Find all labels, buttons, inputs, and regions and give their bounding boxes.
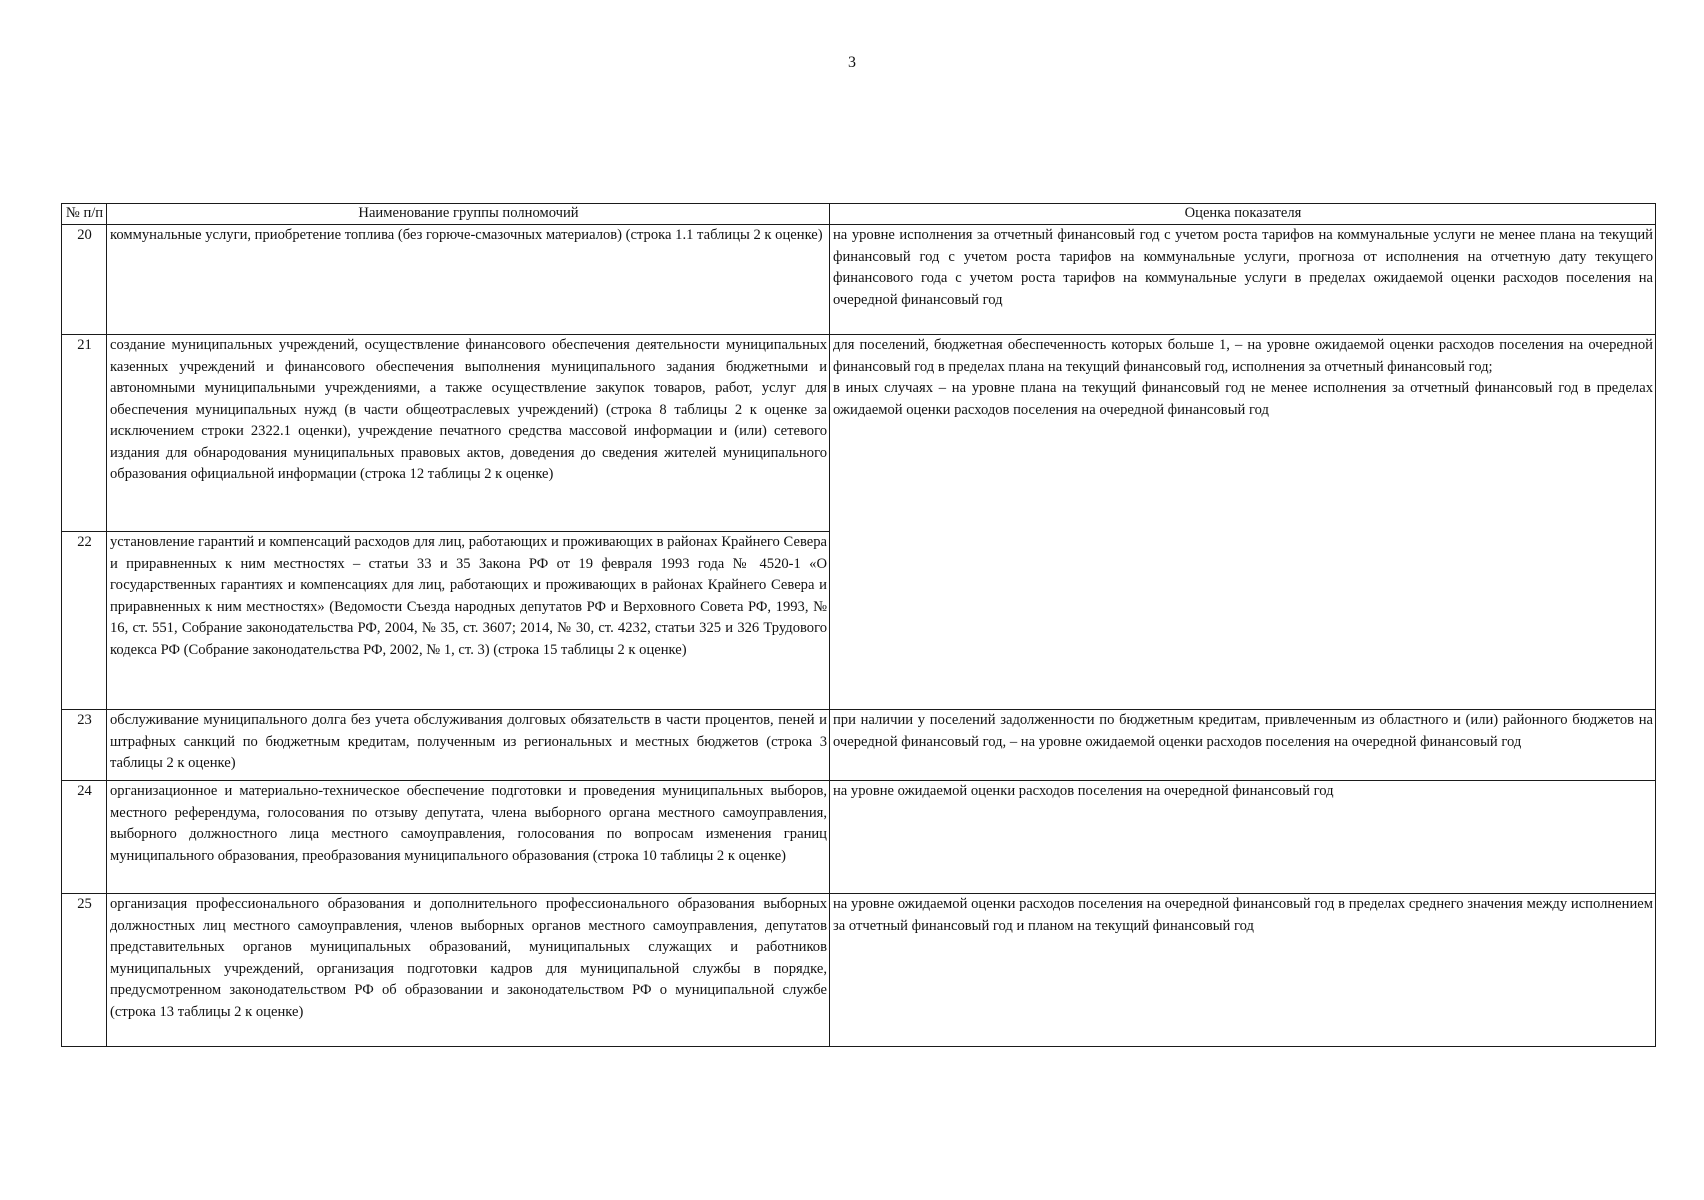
row-number: 20: [62, 225, 107, 335]
page-number: 3: [848, 54, 856, 71]
indicator-evaluation: [830, 335, 1656, 710]
table-row: [62, 335, 1656, 532]
evaluation-paragraph: на уровне исполнения за отчетный финансовый год с учетом роста тарифов на коммунальные услуги не менее плана на текущий финансовый год с учетом роста тарифов на коммунальные услуги, прогноза от исполнения на отчетную дату текущего финансового года с учетом роста тарифов на коммунальные услуги в пределах ожидаемой оценки расходов поселения на очередной финансовый год: [833, 227, 1653, 308]
table-row: [62, 710, 1656, 781]
indicator-evaluation: [830, 781, 1656, 894]
powers-group-name: организационное и материально-техническое обеспечение подготовки и проведения муниципальных выборов, местного референдума, голосования по отзыву депутата, члена выборного органа местного самоуправления, выборного должностного лица местного самоуправления, голосования по вопросам изменения границ муниципального образования, преобразования муниципального образования (строка 10 таблицы 2 к оценке): [107, 781, 830, 894]
row-number: 22: [62, 532, 107, 710]
evaluation-paragraph: на уровне ожидаемой оценки расходов поселения на очередной финансовый год: [833, 783, 1334, 799]
powers-group-name: организация профессионального образования и дополнительного профессионального образования выборных должностных лиц местного самоуправления, членов выборных органов местного самоуправления, депутатов представительных органов муниципальных образований, муниципальных служащих и работников муниципальных учреждений, организация подготовки кадров для муниципальной службы в порядке, предусмотренном законодательством РФ об образовании и законодательством РФ о муниципальной службе (строка 13 таблицы 2 к оценке): [107, 894, 830, 1047]
indicator-evaluation: [830, 710, 1656, 781]
powers-group-name: коммунальные услуги, приобретение топлива (без горюче-смазочных материалов) (строка 1.1 таблицы 2 к оценке): [107, 225, 830, 335]
powers-group-name: обслуживание муниципального долга без учета обслуживания долговых обязательств в части процентов, пеней и штрафных санкций по бюджетным кредитам, полученным из региональных и местных бюджетов (строка 3 таблицы 2 к оценке): [107, 710, 830, 781]
table-row: [62, 225, 1656, 335]
table-row: [62, 781, 1656, 894]
indicator-evaluation: [830, 894, 1656, 1047]
powers-group-name: установление гарантий и компенсаций расходов для лиц, работающих и проживающих в районах Крайнего Севера и приравненных к ним местностях – статьи 33 и 35 Закона РФ от 19 февраля 1993 года № 4520-1 «О государственных гарантиях и компенсациях для лиц, работающих и проживающих в районах Крайнего Севера и приравненных к ним местностях» (Ведомости Съезда народных депутатов РФ и Верховного Совета РФ, 1993, № 16, ст. 551, Собрание законодательства РФ, 2004, № 35, ст. 3607; 2014, № 30, ст. 4232, статьи 325 и 326 Трудового кодекса РФ (Собрание законодательства РФ, 2002, № 1, ст. 3) (строка 15 таблицы 2 к оценке): [107, 532, 830, 710]
row-number: 21: [62, 335, 107, 532]
evaluation-paragraph: при наличии у поселений задолженности по бюджетным кредитам, привлеченным из областного и (или) районного бюджетов на очередной финансовый год, – на уровне ожидаемой оценки расходов поселения на очередной финансовый год: [833, 712, 1653, 750]
row-number: 24: [62, 781, 107, 894]
row-number: 25: [62, 894, 107, 1047]
powers-group-name: создание муниципальных учреждений, осуществление финансового обеспечения деятельности муниципальных казенных учреждений и финансового обеспечения выполнения муниципального задания бюджетными и автономными муниципальными учреждениями, а также осуществление закупок товаров, работ, услуг для обеспечения муниципальных нужд (в части общеотраслевых учреждений) (строка 8 таблицы 2 к оценке за исключением строки 2322.1 оценки), учреждение печатного средства массовой информации и (или) сетевого издания для обнародования муниципальных правовых актов, доведения до сведения жителей муниципального образования официальной информации (строка 12 таблицы 2 к оценке): [107, 335, 830, 532]
header-num: № п/п: [62, 204, 107, 225]
table-header-row: [62, 204, 1656, 225]
evaluation-paragraph: для поселений, бюджетная обеспеченность которых больше 1, – на уровне ожидаемой оценки расходов поселения на очередной финансовый год в пределах плана на текущий финансовый год, исполнения за отчетный финансовый год;: [833, 337, 1653, 375]
row-number: 23: [62, 710, 107, 781]
header-eval: Оценка показателя: [830, 204, 1656, 225]
header-name: Наименование группы полномочий: [107, 204, 830, 225]
indicator-evaluation: [830, 225, 1656, 335]
evaluation-paragraph: в иных случаях – на уровне плана на текущий финансовый год не менее исполнения за отчетный финансовый год в пределах ожидаемой оценки расходов поселения на очередной финансовый год: [833, 380, 1653, 418]
table-row: [62, 894, 1656, 1047]
powers-evaluation-table: [61, 203, 1656, 1047]
evaluation-paragraph: на уровне ожидаемой оценки расходов поселения на очередной финансовый год в пределах среднего значения между исполнением за отчетный финансовый год и планом на текущий финансовый год: [833, 896, 1653, 934]
